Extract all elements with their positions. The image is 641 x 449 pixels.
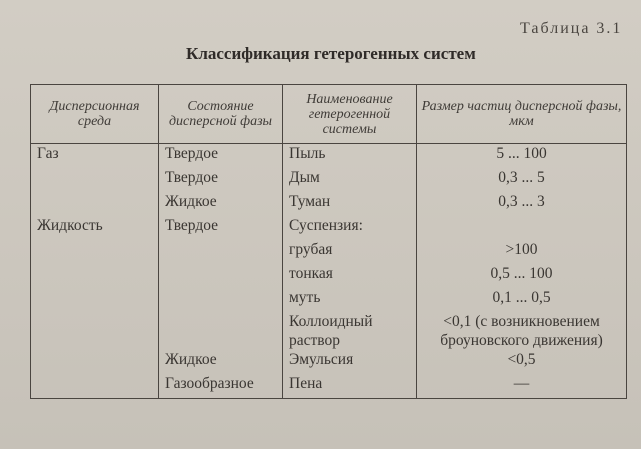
cell-phase (159, 240, 283, 264)
cell-phase: Газообразное (159, 374, 283, 399)
cell-phase (159, 288, 283, 312)
header-size: Размер частиц дисперсной фазы, мкм (417, 85, 627, 144)
cell-system: Туман (283, 192, 417, 216)
cell-size: 0,1 ... 0,5 (417, 288, 627, 312)
table-number: Таблица 3.1 (520, 20, 623, 37)
cell-system: Пыль (283, 144, 417, 169)
cell-medium (31, 168, 159, 192)
cell-medium: Жидкость (31, 216, 159, 240)
table-row (31, 192, 627, 216)
cell-medium (31, 288, 159, 312)
cell-phase (159, 264, 283, 288)
cell-system: Пена (283, 374, 417, 399)
table-row (31, 216, 627, 240)
cell-phase: Твердое (159, 216, 283, 240)
table-row (31, 288, 627, 312)
cell-medium (31, 240, 159, 264)
cell-system: Суспензия: (283, 216, 417, 240)
cell-phase: Жидкое (159, 192, 283, 216)
cell-system: грубая (283, 240, 417, 264)
cell-phase (159, 312, 283, 350)
cell-phase: Жидкое (159, 350, 283, 374)
header-system: Наименование гетерогенной системы (283, 85, 417, 144)
table-row (31, 168, 627, 192)
cell-size: 5 ... 100 (417, 144, 627, 169)
cell-size: 0,3 ... 3 (417, 192, 627, 216)
cell-medium (31, 374, 159, 399)
classification-table (30, 84, 627, 399)
table-row (31, 264, 627, 288)
cell-phase: Твердое (159, 144, 283, 169)
table-row (31, 144, 627, 169)
cell-size: 0,5 ... 100 (417, 264, 627, 288)
table-row (31, 312, 627, 350)
cell-system: муть (283, 288, 417, 312)
cell-medium (31, 312, 159, 350)
cell-system: Коллоидный раствор (283, 312, 417, 350)
table-title: Классификация гетерогенных систем (186, 44, 476, 63)
table-row (31, 374, 627, 399)
table-row (31, 350, 627, 374)
cell-medium: Газ (31, 144, 159, 169)
cell-medium (31, 264, 159, 288)
header-phase: Состояние дисперсной фазы (159, 85, 283, 144)
cell-size: >100 (417, 240, 627, 264)
table-row (31, 240, 627, 264)
cell-medium (31, 192, 159, 216)
cell-system: Эмульсия (283, 350, 417, 374)
header-row (31, 85, 627, 144)
cell-size (417, 216, 627, 240)
cell-system: тонкая (283, 264, 417, 288)
cell-size: <0,5 (417, 350, 627, 374)
cell-size: — (417, 374, 627, 399)
header-medium: Дисперсионная среда (31, 85, 159, 144)
cell-system: Дым (283, 168, 417, 192)
cell-size: <0,1 (с возникновением броуновского движения) (417, 312, 627, 350)
cell-phase: Твердое (159, 168, 283, 192)
cell-medium (31, 350, 159, 374)
cell-size: 0,3 ... 5 (417, 168, 627, 192)
